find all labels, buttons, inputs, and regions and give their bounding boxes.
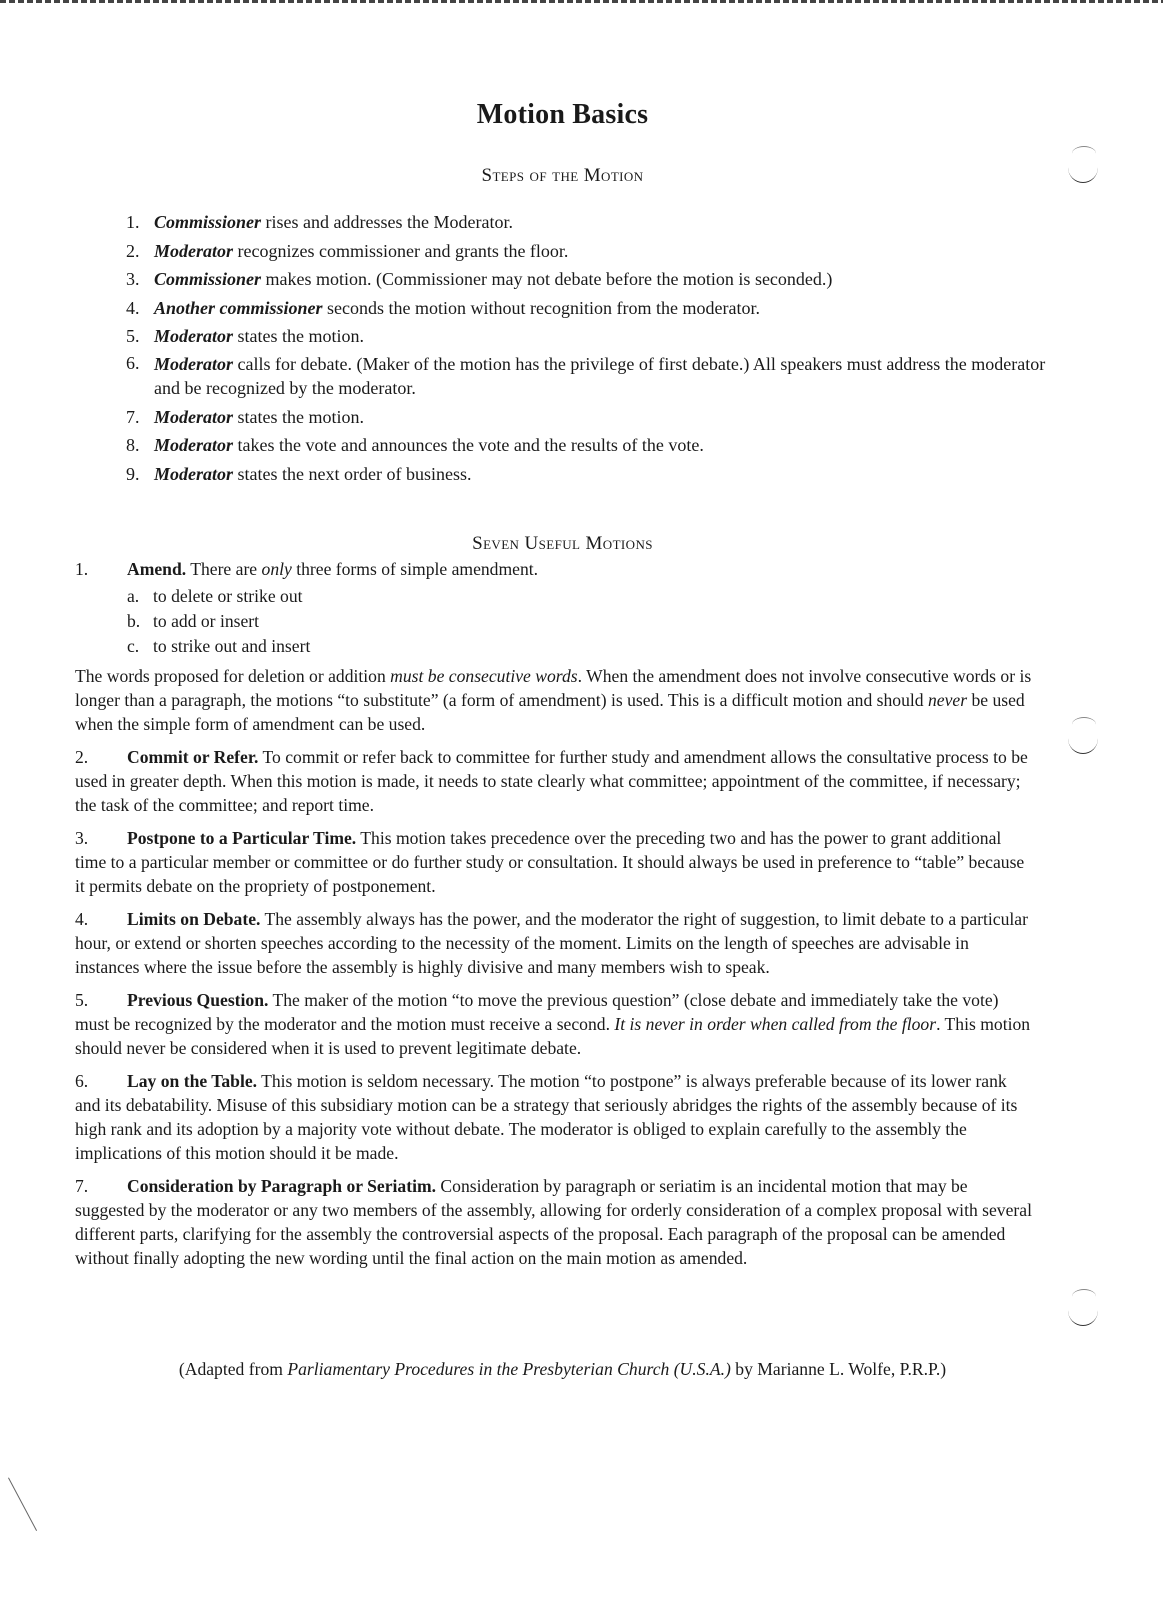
- note-emphasis: never: [927, 690, 968, 710]
- step-number: 2.: [126, 240, 140, 261]
- step-text: states the motion.: [233, 326, 364, 346]
- option-text: to add or insert: [153, 611, 260, 631]
- source-credit: [0, 1359, 1125, 1380]
- step-actor: Moderator: [154, 353, 234, 374]
- step-actor: Moderator: [154, 240, 234, 261]
- note-text: be used when the simple form of amendment can be used.: [75, 690, 1025, 734]
- motion-heading: Postpone to a Particular Time.: [127, 828, 357, 848]
- step-text: rises and addresses the Moderator.: [261, 212, 513, 232]
- step-actor: Commissioner: [154, 269, 262, 289]
- motion-amend-intro: [75, 557, 1035, 584]
- page-title: Motion Basics: [476, 99, 649, 130]
- scan-top-edge: [0, 0, 1163, 3]
- step-text: states the motion.: [233, 406, 364, 427]
- step-number: 6.: [126, 352, 140, 373]
- list-item: [126, 351, 1046, 403]
- motion-commit: [75, 745, 1035, 817]
- credit-text: by Marianne L. Wolfe, P.R.P.): [730, 1359, 947, 1379]
- useful-motions-list: [75, 557, 1035, 1279]
- note-text: The words proposed for deletion or addition: [75, 666, 391, 686]
- list-item: [126, 208, 1046, 237]
- step-number: 4.: [126, 297, 140, 318]
- amend-note: [75, 664, 1035, 736]
- motion-heading: Lay on the Table.: [127, 1071, 258, 1091]
- step-actor: Moderator: [154, 326, 234, 346]
- list-item: [126, 431, 1046, 460]
- motion-text: Consideration by paragraph or seriatim is an incidental motion that may be suggested by the moderator or any two members of the assembly, allowing for orderly consideration of a complex proposal with several different parts, clarifying for the assembly the controversial aspects of the proposal. Each paragraph of the proposal can be amended without finally adopting the new wording until the final action on the main motion as amended.: [75, 1176, 1032, 1268]
- motion-number: 4.: [75, 909, 89, 929]
- motion-text: This motion is seldom necessary. The motion “to postpone” is always preferable because of its lower rank and its debatability. Misuse of this subsidiary motion can be a strategy that seriously abridges the rights of the assembly because of its high rank and its adoption by a majority vote without debate. The moderator is obliged to explain carefully to the assembly the implications of this motion should it be made.: [75, 1071, 1018, 1163]
- step-actor: Moderator: [154, 406, 234, 427]
- step-text: recognizes commissioner and grants the floor.: [233, 240, 569, 261]
- motion-previous-question: [75, 988, 1035, 1060]
- list-item: [126, 403, 1046, 432]
- punch-hole-mark: [1068, 1295, 1098, 1326]
- step-text: seconds the motion without recognition from the moderator.: [322, 297, 760, 318]
- motion-postpone: [75, 826, 1035, 898]
- step-number: 9.: [126, 463, 140, 484]
- motion-emphasis: It is never in order when called from the floor: [614, 1014, 937, 1034]
- step-actor: Moderator: [154, 435, 234, 455]
- punch-hole-mark: [1068, 152, 1098, 183]
- amend-options-list: [75, 584, 1035, 659]
- note-emphasis: must be consecutive words: [390, 666, 578, 686]
- motion-limits: [75, 907, 1035, 979]
- list-item: [126, 265, 1046, 294]
- scan-edge-mark: [8, 1478, 37, 1531]
- step-text: states the next order of business.: [233, 463, 472, 484]
- motion-number: 2.: [75, 747, 89, 767]
- step-number: 8.: [126, 435, 140, 455]
- list-item: [126, 322, 1046, 351]
- list-item: [127, 609, 1035, 634]
- motion-heading: Amend.: [127, 559, 187, 579]
- step-number: 1.: [126, 212, 140, 232]
- useful-motions-heading: Seven Useful Motions: [472, 533, 653, 554]
- list-item: [127, 584, 1035, 609]
- punch-hole-mark: [1068, 723, 1098, 754]
- motion-text: The assembly always has the power, and the moderator the right of suggestion, to limit debate to a particular hour, or extend or shorten speeches according to the necessity of the moment. Limits on the length of speeches are advisable in instances where the issue before the assembly is highly divisive and many members wish to speak.: [75, 909, 1028, 977]
- option-letter: a.: [127, 586, 140, 606]
- step-number: 7.: [126, 406, 140, 427]
- motion-number: 3.: [75, 828, 89, 848]
- step-text: takes the vote and announces the vote and the results of the vote.: [233, 435, 704, 455]
- steps-list: [126, 208, 1046, 488]
- motion-heading: Consideration by Paragraph or Seriatim.: [127, 1176, 437, 1196]
- option-text: to strike out and insert: [153, 636, 311, 656]
- motion-text: This motion takes precedence over the preceding two and has the power to grant additional time to a particular member or committee or do further study or consultation. It should always be used in preference to “table” because it permits debate on the propriety of postponement.: [75, 828, 1025, 896]
- step-text: calls for debate. (Maker of the motion has the privilege of first debate.) All speakers must address the moderator and be recognized by the moderator.: [154, 353, 1046, 398]
- credit-text: (Adapted from: [178, 1359, 288, 1379]
- step-actor: Moderator: [154, 463, 234, 484]
- step-actor: Commissioner: [154, 212, 262, 232]
- note-text: . When the amendment does not involve consecutive words or is longer than a paragraph, the motions “to substitute” (a form of amendment) is used. This is a difficult motion and should: [75, 666, 1032, 710]
- motion-heading: Previous Question.: [127, 990, 269, 1010]
- motion-text: three forms of simple amendment.: [291, 559, 539, 579]
- list-item: [127, 634, 1035, 659]
- motion-number: 6.: [75, 1071, 89, 1091]
- motion-text: The maker of the motion “to move the previous question” (close debate and immediately take the vote) must be recognized by the moderator and the motion must receive a second.: [75, 990, 999, 1034]
- motion-lay-on-table: [75, 1069, 1035, 1165]
- list-item: [126, 237, 1046, 266]
- step-number: 3.: [126, 269, 140, 289]
- option-text: to delete or strike out: [153, 586, 303, 606]
- option-letter: c.: [127, 636, 140, 656]
- credit-book-title: Parliamentary Procedures in the Presbyterian Church (U.S.A.): [287, 1359, 731, 1379]
- list-item: [126, 460, 1046, 489]
- step-number: 5.: [126, 326, 140, 346]
- list-item: [126, 294, 1046, 323]
- option-letter: b.: [127, 611, 141, 631]
- motion-heading: Limits on Debate.: [127, 909, 261, 929]
- motion-emphasis: only: [261, 559, 292, 579]
- motion-number: 5.: [75, 990, 89, 1010]
- step-text: makes motion. (Commissioner may not debate before the motion is seconded.): [261, 269, 833, 289]
- motion-text: . This motion should never be considered when it is used to prevent legitimate debate.: [75, 1014, 1031, 1058]
- step-actor: Another commissioner: [154, 297, 323, 318]
- motion-text: To commit or refer back to committee for further study and amendment allows the consultative process to be used in greater depth. When this motion is made, it needs to state clearly what committee; appointment of the committee, if necessary; the task of the committee; and report time.: [75, 747, 1028, 815]
- motion-heading: Commit or Refer.: [127, 747, 259, 767]
- motion-seriatim: [75, 1174, 1035, 1270]
- motion-number: 1.: [75, 559, 89, 579]
- motion-text: There are: [186, 559, 262, 579]
- steps-heading: Steps of the Motion: [481, 165, 644, 186]
- motion-number: 7.: [75, 1176, 89, 1196]
